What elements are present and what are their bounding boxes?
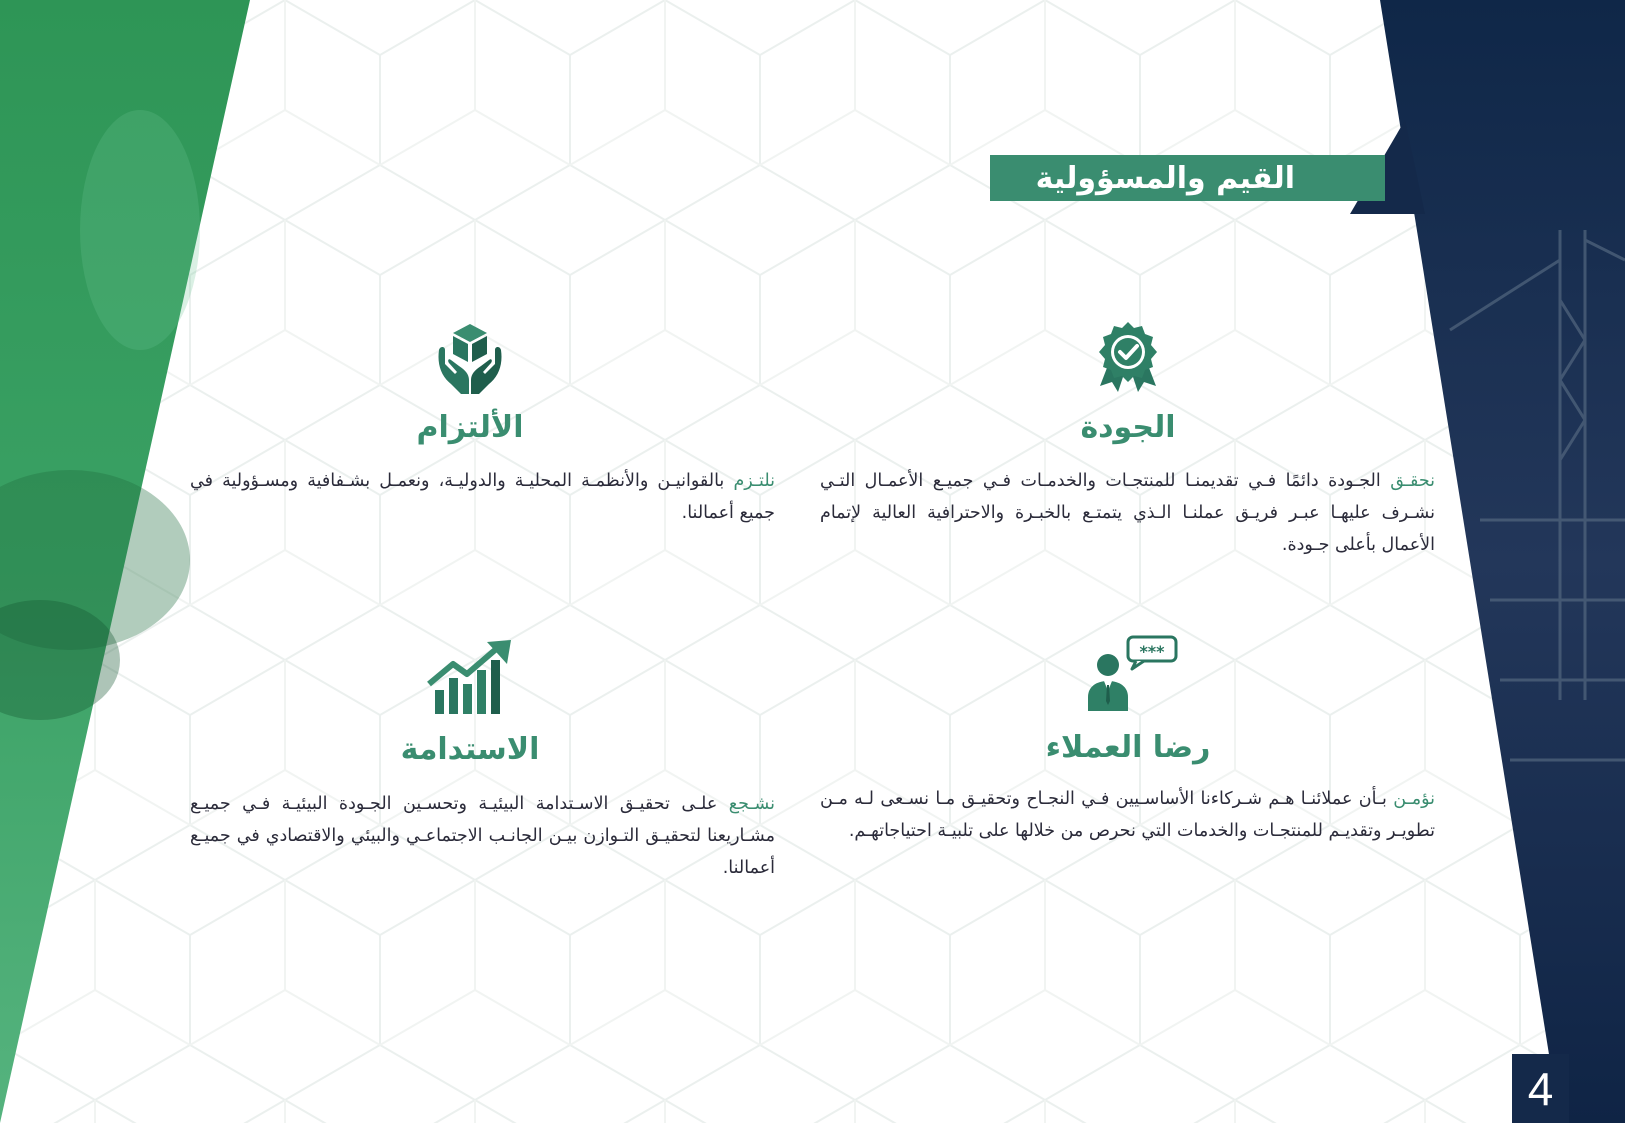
card-quality — [820, 320, 1435, 570]
card-title: الألتزام — [416, 410, 524, 445]
page-number: 4 — [1512, 1054, 1569, 1123]
card-lead-word: نحقـق — [1390, 471, 1435, 491]
card-text: الجـودة دائمًا فـي تقديمنـا للمنتجـات والخدمـات فـي جميـع الأعمـال التـي نشـرف عليهـا عبـر فريـق عملنـا الـذي يتمتـع بالخبـرة والاحترافية العالية لإتمام الأعمال بأعلى جـودة. — [820, 471, 1435, 555]
section-title: القيم والمسؤولية — [1035, 160, 1295, 196]
quality-badge-icon — [1096, 320, 1160, 396]
card-text: علـى تحقيـق الاسـتدامة البيئيـة وتحسـين الجـودة البيئيـة فـي جميـع مشـاريعنا لتحقيـق التـوازن بيـن الجانـب الاجتماعـي والبيئي والاقتصادي في جميـع أعمالنا. — [190, 794, 775, 878]
card-body — [820, 465, 1435, 561]
card-title: الجودة — [1080, 410, 1176, 445]
card-body — [190, 788, 775, 884]
section-title-band — [990, 155, 1385, 201]
card-text: بـأن عملائنـا هـم شـركاءنا الأساسـيين فـي النجـاح وتحقيـق مـا نسـعى لـه مـن تطويـر وتقديـم للمنتجـات والخدمات التي نحرص من خلالها على تلبيـة احتياجاتهـم. — [820, 789, 1435, 841]
card-customer-satisfaction — [820, 635, 1435, 885]
customer-review-icon — [1082, 635, 1178, 715]
card-title: رضا العملاء — [1045, 730, 1211, 765]
card-sustainability — [190, 640, 775, 890]
card-lead-word: نشـجع — [728, 794, 775, 814]
svg-text:***: *** — [1139, 642, 1165, 661]
card-text: بالقوانيـن والأنظمـة المحليـة والدوليـة، ونعمـل بشـفافية ومسـؤولية في جميع أعمالنا. — [190, 471, 775, 523]
card-body — [190, 465, 775, 529]
growth-chart-icon — [427, 640, 513, 716]
card-lead-word: نلتـزم — [733, 471, 775, 491]
card-commitment — [190, 320, 775, 540]
card-lead-word: نؤمـن — [1393, 789, 1435, 809]
card-body — [820, 783, 1435, 847]
card-title: الاستدامة — [400, 732, 540, 767]
hands-box-icon — [435, 322, 505, 398]
